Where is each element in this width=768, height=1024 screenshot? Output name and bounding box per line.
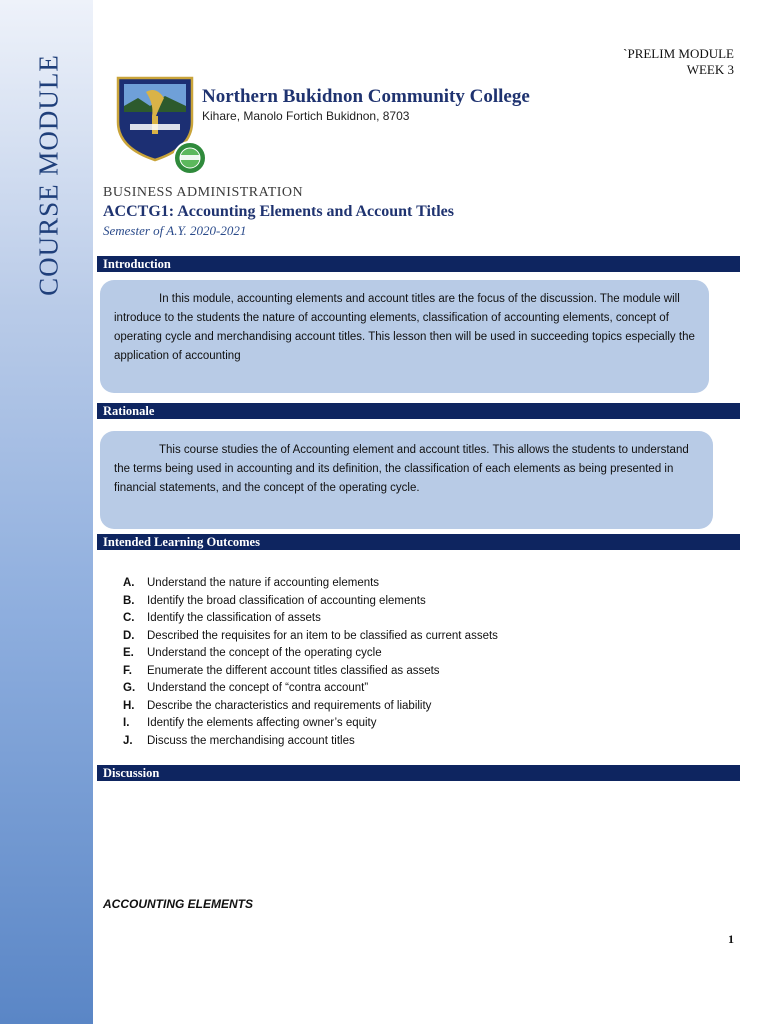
- rationale-text: This course studies the of Accounting element and account titles. This allows the students to understand the terms being used in accounting and its definition, the classification of each elements as being presented in financial statements, and the concept of the operating cycle.: [114, 444, 689, 494]
- course-title: ACCTG1: Accounting Elements and Account Titles: [103, 203, 454, 220]
- learning-outcomes-heading: Intended Learning Outcomes: [97, 534, 740, 550]
- introduction-heading: Introduction: [97, 256, 740, 272]
- list-item-letter: I.: [123, 717, 130, 729]
- college-address: Kihare, Manolo Fortich Bukidnon, 8703: [202, 109, 410, 123]
- list-item-text: Discuss the merchandising account titles: [147, 734, 355, 747]
- list-item-letter: E.: [123, 647, 134, 659]
- list-item-text: Identify the broad classification of accounting elements: [147, 594, 426, 607]
- introduction-text: In this module, accounting elements and account titles are the focus of the discussion. The module will introduce to the students the nature of accounting elements, classification of accounting elements, concept of operating cycle and merchandising account titles. This lesson then will be used in succeeding topics especially the application of accounting: [114, 293, 695, 362]
- list-item-letter: C.: [123, 612, 135, 624]
- list-item: [123, 628, 498, 646]
- list-item-text: Described the requisites for an item to be classified as current assets: [147, 629, 498, 642]
- sidebar: [0, 0, 93, 1024]
- rationale-box: [100, 431, 713, 529]
- accounting-elements-subheading: ACCOUNTING ELEMENTS: [103, 897, 253, 911]
- list-item-letter: D.: [123, 629, 135, 642]
- list-item-letter: H.: [123, 699, 135, 712]
- list-item: [123, 645, 498, 663]
- list-item: [123, 680, 498, 698]
- introduction-box: [100, 280, 709, 393]
- list-item-text: Identify the elements affecting owner’s equity: [147, 717, 377, 729]
- list-item-letter: B.: [123, 594, 135, 607]
- list-item: [123, 610, 498, 628]
- list-item: [123, 663, 498, 681]
- college-name: Northern Bukidnon Community College: [202, 86, 530, 107]
- semester-label: Semester of A.Y. 2020-2021: [103, 223, 247, 238]
- list-item: [123, 715, 498, 733]
- week-label: WEEK 3: [686, 62, 734, 77]
- learning-outcomes-list: [123, 575, 498, 750]
- list-item: [123, 593, 498, 611]
- course-module-label: COURSE MODULE: [33, 54, 64, 296]
- list-item-text: Understand the concept of “contra account”: [147, 682, 369, 694]
- list-item-text: Understand the nature if accounting elements: [147, 577, 380, 589]
- list-item: [123, 733, 498, 751]
- list-item-text: Describe the characteristics and requirements of liability: [147, 699, 432, 712]
- page-number: 1: [728, 932, 734, 946]
- list-item: [123, 698, 498, 716]
- college-logo-icon: [110, 76, 210, 176]
- module-week-info: [623, 46, 734, 78]
- list-item-letter: J.: [123, 734, 133, 747]
- list-item-text: Identify the classification of assets: [147, 612, 321, 624]
- discussion-heading: Discussion: [97, 765, 740, 781]
- rationale-heading: Rationale: [97, 403, 740, 419]
- list-item-letter: F.: [123, 664, 132, 677]
- list-item: [123, 575, 498, 593]
- list-item-text: Enumerate the different account titles classified as assets: [147, 664, 440, 677]
- module-label: `PRELIM MODULE: [623, 46, 734, 61]
- department-label: BUSINESS ADMINISTRATION: [103, 185, 304, 200]
- list-item-letter: A.: [123, 577, 135, 589]
- list-item-text: Understand the concept of the operating cycle: [147, 647, 382, 659]
- list-item-letter: G.: [123, 682, 136, 694]
